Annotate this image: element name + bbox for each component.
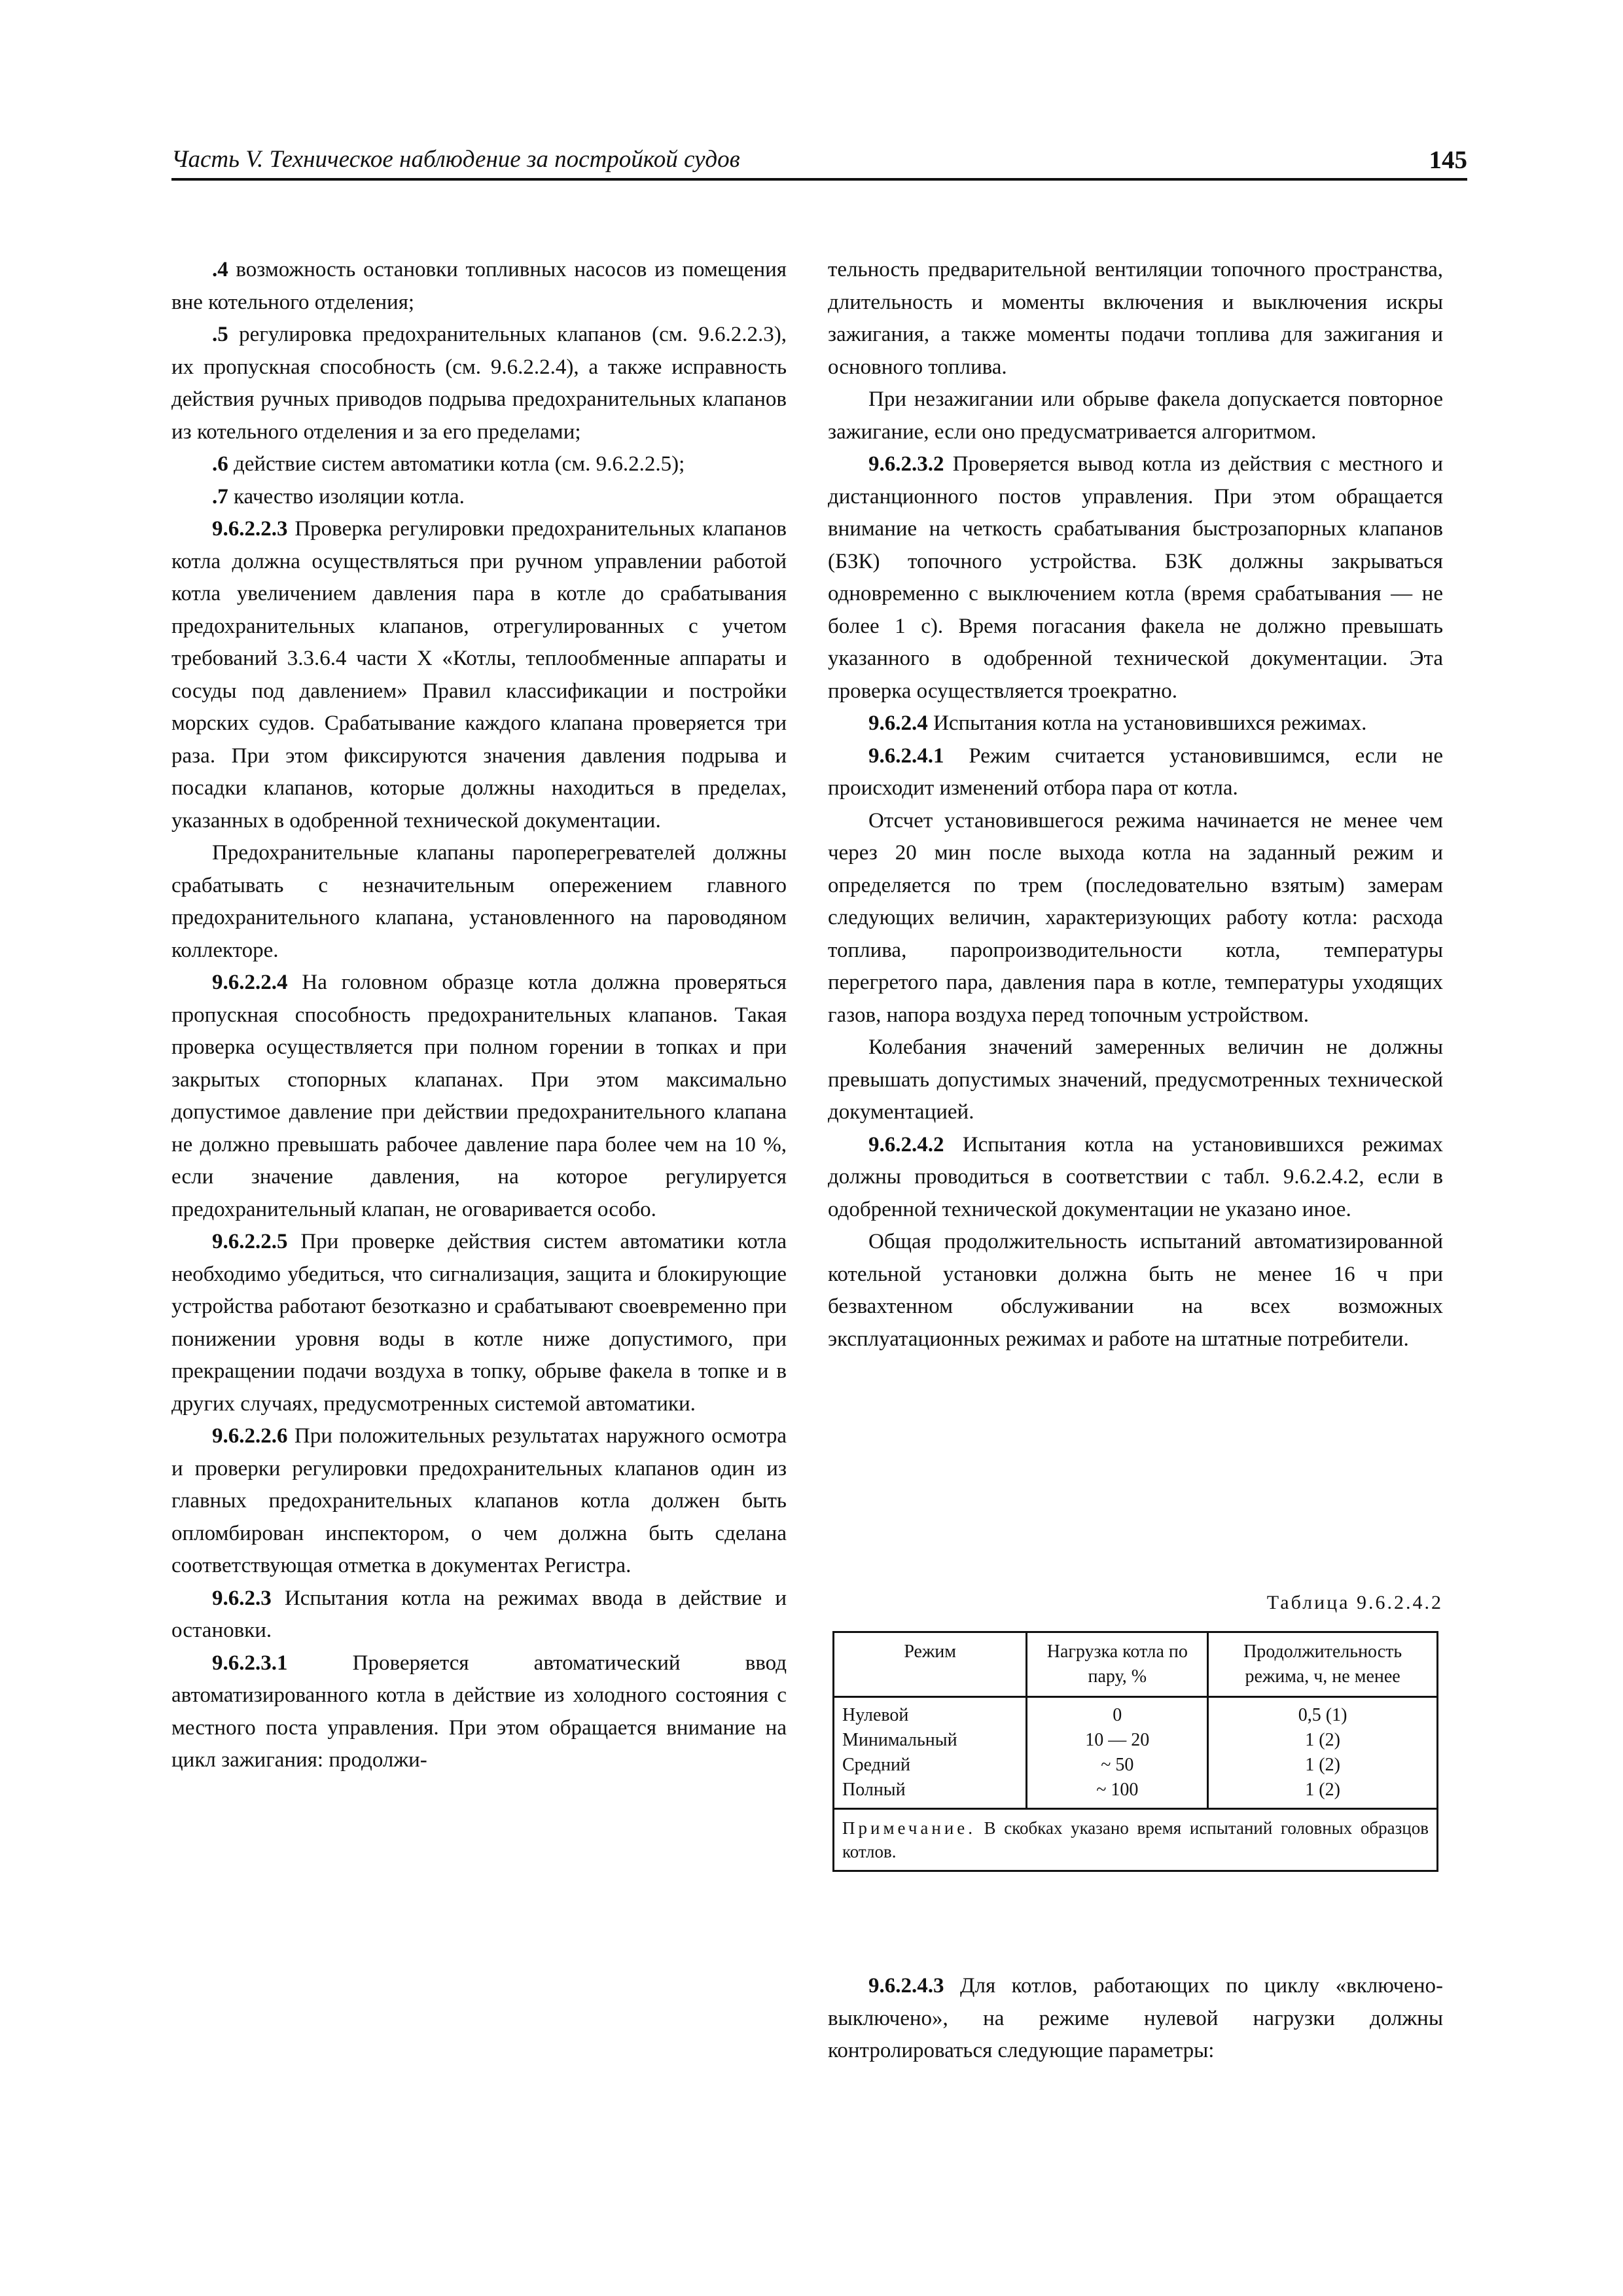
table-cell: 10 — 20 <box>1085 1730 1150 1750</box>
table-header-mode: Режим <box>834 1632 1027 1697</box>
clause-number: 9.6.2.2.6 <box>212 1424 288 1448</box>
clause-number: 9.6.2.4.3 <box>868 1974 944 1998</box>
clause-number: .5 <box>212 323 228 346</box>
paragraph-text: Испытания котла на режимах ввода в действие и остановки. <box>171 1586 787 1642</box>
table-caption: Таблица 9.6.2.4.2 <box>1266 1592 1443 1613</box>
paragraph <box>828 740 1443 805</box>
clause-number: 9.6.2.4 <box>868 711 928 735</box>
left-column <box>171 254 787 1777</box>
paragraph <box>171 1226 787 1420</box>
table-loads-cell <box>1027 1697 1208 1809</box>
paragraph <box>171 1647 787 1777</box>
table-header-duration: Продолжительность режима, ч, не менее <box>1208 1632 1438 1697</box>
paragraph <box>828 805 1443 1032</box>
table-cell: 1 (2) <box>1305 1730 1340 1750</box>
clause-number: 9.6.2.3.2 <box>868 452 944 476</box>
table-cell: 1 (2) <box>1305 1755 1340 1775</box>
paragraph-text: Для котлов, работающих по циклу «включено-выключено», на режиме нулевой нагрузки должны контролироваться следующие параметры: <box>828 1974 1443 2062</box>
header-rule <box>171 178 1467 181</box>
paragraph <box>171 513 787 837</box>
paragraph-text: возможность остановки топливных насосов из помещения вне котельного отделения; <box>171 258 787 314</box>
table-durations-cell <box>1208 1697 1438 1809</box>
clause-number: 9.6.2.3 <box>212 1586 272 1610</box>
table-header-row <box>834 1632 1438 1697</box>
table-cell: Нулевой <box>842 1705 909 1725</box>
paragraph-text: Испытания котла на установившихся режимах должны проводиться в соответствии с табл. 9.6.2.4.2, если в одобренной технической документации не указано иное. <box>828 1132 1443 1221</box>
paragraph <box>828 384 1443 448</box>
clause-number: .7 <box>212 484 228 509</box>
paragraph-text: Проверяется автоматический ввод автоматизированного котла в действие из холодного состояния с местного поста управления. При этом обращается внимание на цикл зажигания: продолжи- <box>171 1651 787 1772</box>
table-cell: Минимальный <box>842 1730 957 1750</box>
table-cell: 0 <box>1113 1705 1122 1725</box>
paragraph-text: действие систем автоматики котла (см. 9.6.2.2.5); <box>228 452 685 476</box>
paragraph <box>828 1970 1443 2068</box>
table-cell: ~ 50 <box>1101 1755 1134 1775</box>
paragraph-text: Отсчет установившегося режима начинается не менее чем через 20 мин после выхода котла на заданный режим и определяется по трем (последовательно взятым) замерам следующих величин, характеризующих работу котла: расхода топлива, паропроизводительности котла, температуры перегретого пара, давления пара в котле, температуры уходящих газов, напора воздуха перед топочным устройством. <box>828 808 1443 1027</box>
bottom-paragraph <box>828 1970 1443 2068</box>
clause-number: 9.6.2.3.1 <box>212 1651 288 1675</box>
paragraph-text: Режим считается установившимся, если не происходит изменений отбора пара от котла. <box>828 744 1443 800</box>
table-cell: Полный <box>842 1780 906 1800</box>
paragraph-text: Испытания котла на установившихся режимах. <box>927 711 1367 735</box>
paragraph-text: Проверка регулировки предохранительных клапанов котла должна осуществляться при ручном управлении работой котла увеличением давления пара в котле до срабатывания предохранительных клапанов, отрегулированных с учетом требований 3.3.6.4 части X «Котлы, теплообменные аппараты и сосуды под давлением» Правил классификации и постройки морских судов. Срабатывание каждого клапана проверяется три раза. При этом фиксируются значения давления подрыва и посадки клапанов, которые должны находиться в пределах, указанных в одобренной технической документации. <box>171 517 787 833</box>
paragraph-text: качество изоляции котла. <box>228 484 465 509</box>
paragraph <box>171 481 787 514</box>
paragraph-text: При незажигании или обрыве факела допускается повторное зажигание, если оно предусматривается алгоритмом. <box>828 387 1443 444</box>
clause-number: .6 <box>212 452 228 476</box>
paragraph <box>828 1226 1443 1355</box>
paragraph-text: При положительных результатах наружного осмотра и проверки регулировки предохранительных клапанов один из главных предохранительных клапанов котла должен быть опломбирован инспектором, о чем должна быть сделана соответствующая отметка в документах Регистра. <box>171 1424 787 1577</box>
paragraph <box>171 837 787 967</box>
boiler-test-table <box>832 1631 1438 1872</box>
paragraph <box>171 1420 787 1583</box>
paragraph <box>171 319 787 448</box>
table-cell: ~ 100 <box>1096 1780 1139 1800</box>
paragraph-text: Проверяется вывод котла из действия с местного и дистанционного постов управления. При этом обращается внимание на четкость срабатывания быстрозапорных клапанов (БЗК) топочного устройства. БЗК должны закрываться одновременно с выключением котла (время срабатывания — не более 1 с). Время погасания факела не должно превышать указанного в одобренной технической документации. Эта проверка осуществляется троекратно. <box>828 452 1443 703</box>
paragraph-text: Предохранительные клапаны пароперегревателей должны срабатывать с незначительным опережением главного предохранительного клапана, установленного на пароводяном коллекторе. <box>171 841 787 962</box>
page-number: 145 <box>1429 146 1467 174</box>
page-header <box>171 145 1467 179</box>
table-note <box>834 1809 1438 1871</box>
paragraph <box>171 967 787 1226</box>
paragraph-text: тельность предварительной вентиляции топочного пространства, длительность и моменты включения и выключения искры зажигания, а также моменты подачи топлива для зажигания и основного топлива. <box>828 258 1443 379</box>
clause-number: .4 <box>212 258 228 281</box>
paragraph <box>171 1583 787 1647</box>
running-title: Часть V. Техническое наблюдение за постройкой судов <box>171 146 740 173</box>
paragraph <box>828 1031 1443 1129</box>
clause-number: 9.6.2.2.5 <box>212 1230 288 1253</box>
right-column <box>828 254 1443 1355</box>
paragraph-text: Колебания значений замеренных величин не должны превышать допустимых значений, предусмотренных технической документацией. <box>828 1035 1443 1124</box>
paragraph-text: На головном образце котла должна проверяться пропускная способность предохранительных клапанов. Такая проверка осуществляется при полном горении в топках и при закрытых стопорных клапанах. При этом максимально допустимое давление при действии предохранительного клапана не должно превышать рабочее давление пара более чем на 10 %, если значение давления, на которое регулируется предохранительный клапан, не оговаривается особо. <box>171 971 787 1221</box>
clause-number: 9.6.2.2.3 <box>212 517 288 541</box>
clause-number: 9.6.2.2.4 <box>212 971 288 994</box>
paragraph-text: регулировка предохранительных клапанов (см. 9.6.2.2.3), их пропускная способность (см. 9.6.2.2.4), а также исправность действия ручных приводов подрыва предохранительных клапанов из котельного отделения и за его пределами; <box>171 323 787 444</box>
table-cell: Средний <box>842 1755 910 1775</box>
paragraph <box>171 254 787 319</box>
note-label: Примечание. <box>842 1818 976 1838</box>
clause-number: 9.6.2.4.2 <box>868 1132 944 1157</box>
paragraph <box>171 448 787 481</box>
paragraph <box>828 254 1443 384</box>
paragraph-text: Общая продолжительность испытаний автоматизированной котельной установки должна быть не менее 16 ч при безвахтенном обслуживании на всех возможных эксплуатационных режимах и работе на штатные потребители. <box>828 1230 1443 1351</box>
paragraph <box>828 1129 1443 1227</box>
table-body-row <box>834 1697 1438 1809</box>
table-modes-cell <box>834 1697 1027 1809</box>
paragraph <box>828 708 1443 740</box>
table-cell: 0,5 (1) <box>1298 1705 1347 1725</box>
paragraph-text: При проверке действия систем автоматики котла необходимо убедиться, что сигнализация, защита и блокирующие устройства работают безотказно и срабатывают своевременно при понижении уровня воды в котле ниже допустимого, при прекращении подачи воздуха в топку, обрыве факела в топке и в других случаях, предусмотренных системой автоматики. <box>171 1230 787 1416</box>
note-text: В скобках указано время испытаний головных образцов котлов. <box>842 1818 1429 1861</box>
table-cell: 1 (2) <box>1305 1780 1340 1800</box>
paragraph <box>828 448 1443 708</box>
table-note-row <box>834 1809 1438 1871</box>
table-header-load: Нагрузка котла по пару, % <box>1027 1632 1208 1697</box>
clause-number: 9.6.2.4.1 <box>868 744 944 768</box>
